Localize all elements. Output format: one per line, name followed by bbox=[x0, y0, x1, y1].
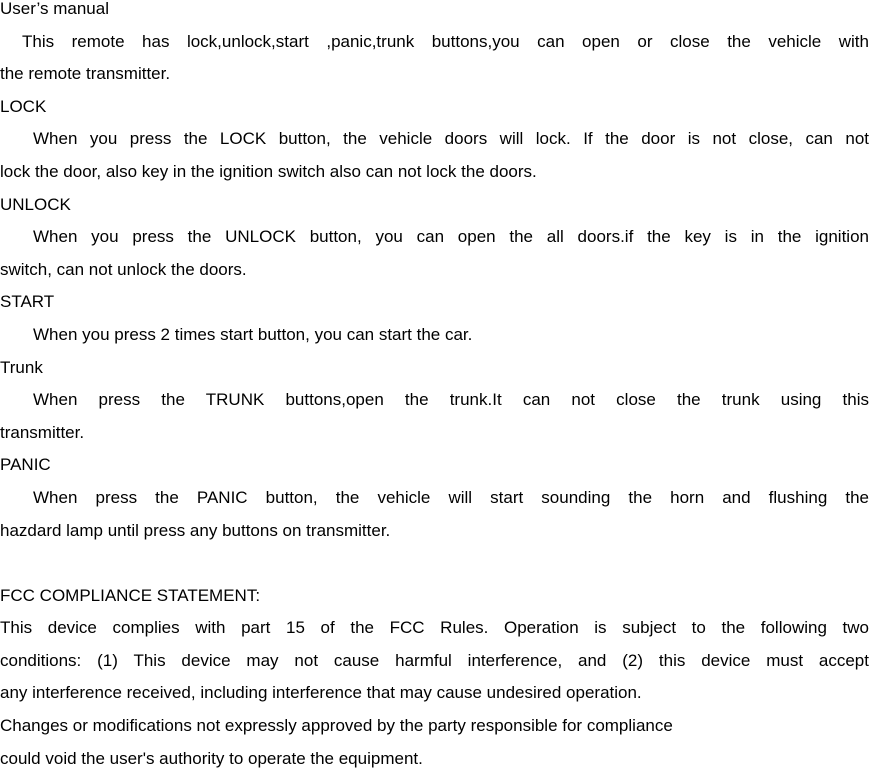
lock-heading: LOCK bbox=[0, 96, 47, 116]
panic-line-2 bbox=[0, 522, 869, 555]
lock-line-2 bbox=[0, 163, 869, 196]
lock-text-2: lock the door, also key in the ignition switch also can not lock the doors. bbox=[0, 161, 537, 181]
lock-line-1 bbox=[0, 130, 869, 163]
panic-text-1: When press the PANIC button, the vehicle will start sounding the horn and flushing the bbox=[33, 488, 869, 507]
intro-line-1 bbox=[0, 33, 869, 66]
trunk-heading-line bbox=[0, 359, 869, 392]
lock-heading-line bbox=[0, 98, 869, 131]
start-line-1 bbox=[0, 326, 869, 359]
fcc-line-2 bbox=[0, 652, 869, 685]
fcc-text-5: could void the user's authority to operate the equipment. bbox=[0, 748, 423, 768]
fcc-line-1 bbox=[0, 619, 869, 652]
unlock-heading-line bbox=[0, 196, 869, 229]
manual-title-line bbox=[0, 0, 869, 33]
intro-line-2 bbox=[0, 65, 869, 98]
trunk-line-1 bbox=[0, 391, 869, 424]
start-heading-line bbox=[0, 293, 869, 326]
panic-text-2: hazdard lamp until press any buttons on transmitter. bbox=[0, 520, 391, 540]
unlock-line-1 bbox=[0, 228, 869, 261]
panic-heading-line bbox=[0, 456, 869, 489]
intro-text-2: the remote transmitter. bbox=[0, 64, 171, 84]
section-spacer bbox=[0, 554, 869, 587]
fcc-line-4 bbox=[0, 717, 869, 750]
unlock-heading: UNLOCK bbox=[0, 194, 71, 214]
unlock-text-2: switch, can not unlock the doors. bbox=[0, 259, 247, 279]
fcc-line-5 bbox=[0, 750, 869, 782]
fcc-line-3 bbox=[0, 684, 869, 717]
fcc-text-4: Changes or modifications not expressly approved by the party responsible for compliance bbox=[0, 716, 673, 736]
trunk-text-1: When press the TRUNK buttons,open the trunk.It can not close the trunk using this bbox=[33, 391, 869, 410]
manual-title: User’s manual bbox=[0, 0, 109, 18]
unlock-text-1: When you press the UNLOCK button, you can open the all doors.if the key is in the ignition bbox=[33, 228, 869, 247]
fcc-text-2: conditions: (1) This device may not cause harmful interference, and (2) this device must accept bbox=[0, 651, 869, 670]
unlock-line-2 bbox=[0, 261, 869, 294]
trunk-line-2 bbox=[0, 424, 869, 457]
fcc-heading-line bbox=[0, 587, 869, 620]
start-text-1: When you press 2 times start button, you can start the car. bbox=[33, 324, 473, 344]
trunk-text-2: transmitter. bbox=[0, 422, 85, 442]
fcc-text-3: any interference received, including interference that may cause undesired operation. bbox=[0, 683, 642, 703]
trunk-heading: Trunk bbox=[0, 357, 43, 377]
lock-text-1: When you press the LOCK button, the vehicle doors will lock. If the door is not close, can not bbox=[33, 130, 869, 149]
start-heading: START bbox=[0, 292, 55, 312]
fcc-text-1: This device complies with part 15 of the FCC Rules. Operation is subject to the following two bbox=[0, 619, 869, 638]
panic-heading: PANIC bbox=[0, 455, 51, 475]
fcc-heading: FCC COMPLIANCE STATEMENT: bbox=[0, 585, 261, 605]
panic-line-1 bbox=[0, 489, 869, 522]
intro-text-1: This remote has lock,unlock,start ,panic,trunk buttons,you can open or close the vehicle with bbox=[22, 32, 869, 51]
